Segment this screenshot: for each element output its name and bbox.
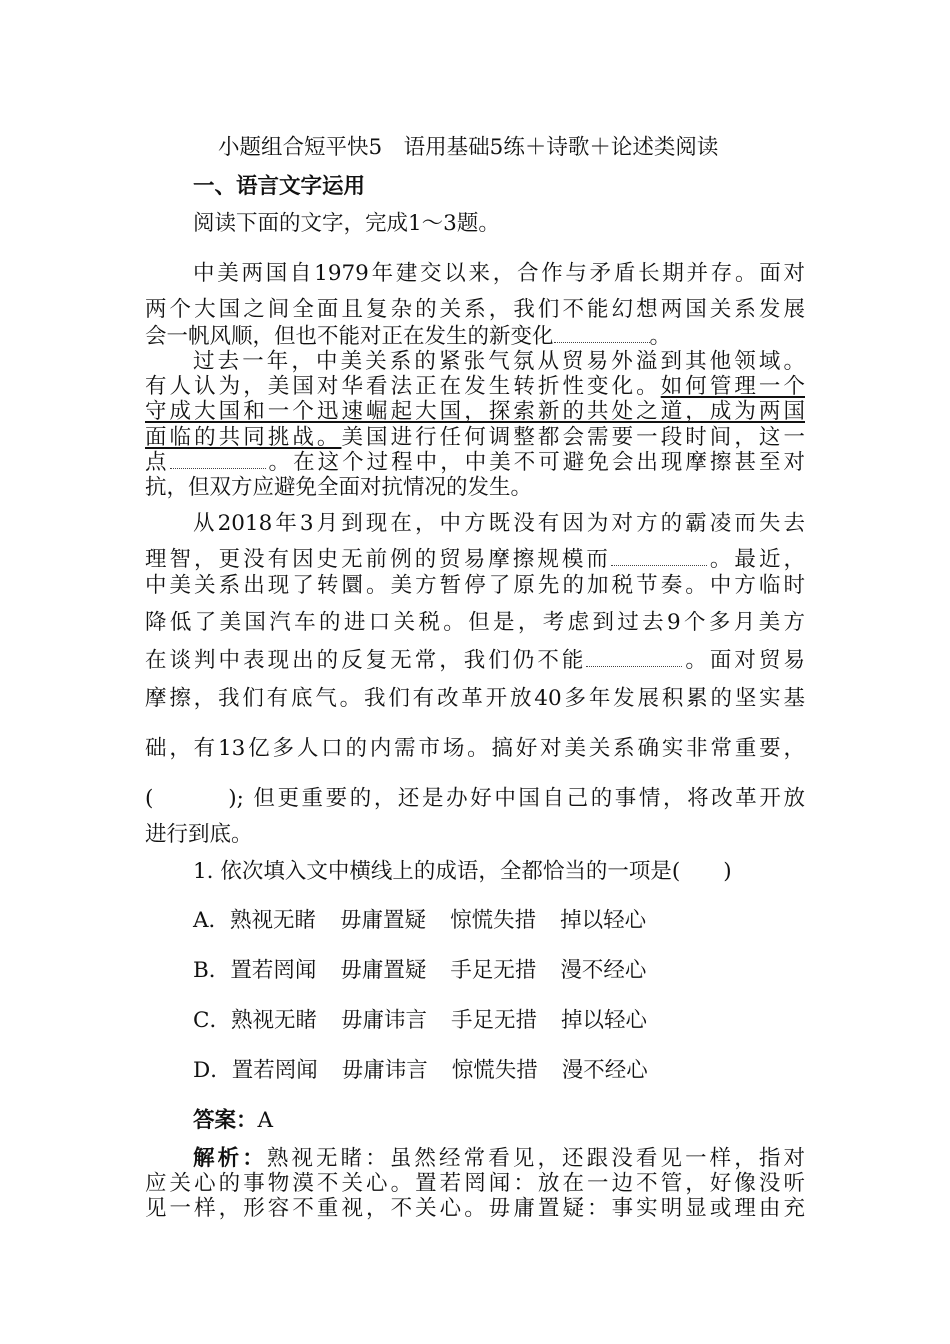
option-label: C．: [193, 1008, 231, 1033]
p1-text: 会一帆风顺，但也不能对正在发生的新变化: [145, 324, 554, 349]
p3-line-8: ( ); 但更重要的，还是办好中国自己的事情，将改革开放: [145, 786, 805, 811]
p2-text-a: 有人认为，美国对华看法正在发生转折性变化。: [145, 374, 661, 399]
option-word: 置若罔闻: [230, 958, 317, 983]
option-label: D．: [193, 1058, 232, 1083]
p2-line-3: 守成大国和一个迅速崛起大国，探索新的共处之道，成为两国: [145, 399, 805, 424]
section-heading: 一、语言文字运用: [193, 174, 366, 199]
option-label: A．: [193, 908, 231, 933]
p2-text-b: 美国进行任何调整都会需要一段时间，这一: [341, 425, 805, 450]
answer-label: 答案：: [193, 1108, 258, 1133]
p2-line-6: 抗，但双方应避免全面对抗情况的发生。: [145, 475, 533, 500]
p3-line-1: 从2018年3月到现在，中方既没有因为对方的霸凌而失去: [193, 511, 805, 536]
p3-line-6: 摩擦，我们有底气。我们有改革开放40多年发展积累的坚实基: [145, 686, 805, 711]
option-word: 惊慌失措: [451, 1058, 538, 1083]
p3-text-c: 在谈判中表现出的反复无常，我们仍不能: [145, 648, 587, 673]
instruction: 阅读下面的文字，完成1～3题。: [193, 211, 500, 236]
p2-text-d: 。在这个过程中，中美不可避免会出现摩擦甚至对: [265, 450, 805, 475]
p1-line-1: 中美两国自1979年建交以来，合作与矛盾长期并存。面对: [193, 261, 805, 286]
underlined-sentence-b: 面临的共同挑战。: [145, 425, 342, 450]
option-label: B．: [193, 958, 231, 983]
option-d: [193, 1056, 672, 1086]
option-a: [193, 906, 670, 936]
option-word: 置若罔闻: [231, 1058, 318, 1083]
page-title: 小题组合短平快5 语用基础5练＋诗歌＋论述类阅读: [218, 135, 719, 160]
option-word: 掉以轻心: [561, 1008, 648, 1033]
analysis-line-2: 应关心的事物漠不关心。置若罔闻：放在一边不管，好像没听: [145, 1171, 805, 1196]
p3-line-4: 降低了美国汽车的进口关税。但是，考虑到过去9个多月美方: [145, 610, 805, 635]
option-word: 毋庸讳言: [341, 1058, 428, 1083]
question-1: 1. 依次填入文中横线上的成语，全都恰当的一项是( ): [193, 859, 732, 884]
p3-line-5: [145, 646, 805, 676]
option-word: 漫不经心: [561, 1058, 648, 1083]
p1-line-2: 两个大国之间全面且复杂的关系，我们不能幻想两国关系发展: [145, 297, 805, 322]
p1-end: 。: [649, 324, 672, 349]
option-word: 毋庸置疑: [340, 908, 427, 933]
analysis-text: 熟视无睹：虽然经常看见，还跟没看见一样，指对: [266, 1146, 805, 1171]
analysis-label: 解析：: [193, 1146, 267, 1171]
option-word: 毋庸置疑: [340, 958, 427, 983]
blank-2: [170, 450, 266, 469]
p3-line-9: 进行到底。: [145, 822, 253, 847]
option-word: 毋庸讳言: [340, 1008, 427, 1033]
underlined-sentence-a: 如何管理一个: [660, 374, 805, 399]
option-b: [193, 956, 670, 986]
analysis-line-3: 见一样，形容不重视，不关心。毋庸置疑：事实明显或理由充: [145, 1196, 805, 1221]
option-word: 漫不经心: [560, 958, 647, 983]
option-c: [193, 1006, 671, 1036]
blank-1: [554, 324, 650, 343]
answer-line: [193, 1106, 273, 1136]
p2-text-c: 点: [145, 450, 170, 475]
option-word: 熟视无睹: [230, 1008, 317, 1033]
p3-text-b: 。最近，: [706, 547, 805, 572]
option-word: 掉以轻心: [560, 908, 647, 933]
p3-line-3: 中美关系出现了转圜。美方暂停了原先的加税节奏。中方临时: [145, 573, 805, 598]
option-word: 惊慌失措: [450, 908, 537, 933]
answer-value: A: [257, 1108, 274, 1133]
p3-line-7: 础，有13亿多人口的内需市场。搞好对美关系确实非常重要，: [145, 736, 805, 761]
option-word: 手足无措: [450, 958, 537, 983]
option-word: 熟视无睹: [230, 908, 317, 933]
option-word: 手足无措: [450, 1008, 537, 1033]
p3-text-a: 理智，更没有因史无前例的贸易摩擦规模而: [145, 547, 611, 572]
blank-4: [586, 648, 682, 667]
blank-3: [611, 547, 707, 566]
p3-text-d: 。面对贸易: [682, 648, 805, 673]
p2-line-1: 过去一年，中美关系的紧张气氛从贸易外溢到其他领域。: [193, 349, 805, 374]
